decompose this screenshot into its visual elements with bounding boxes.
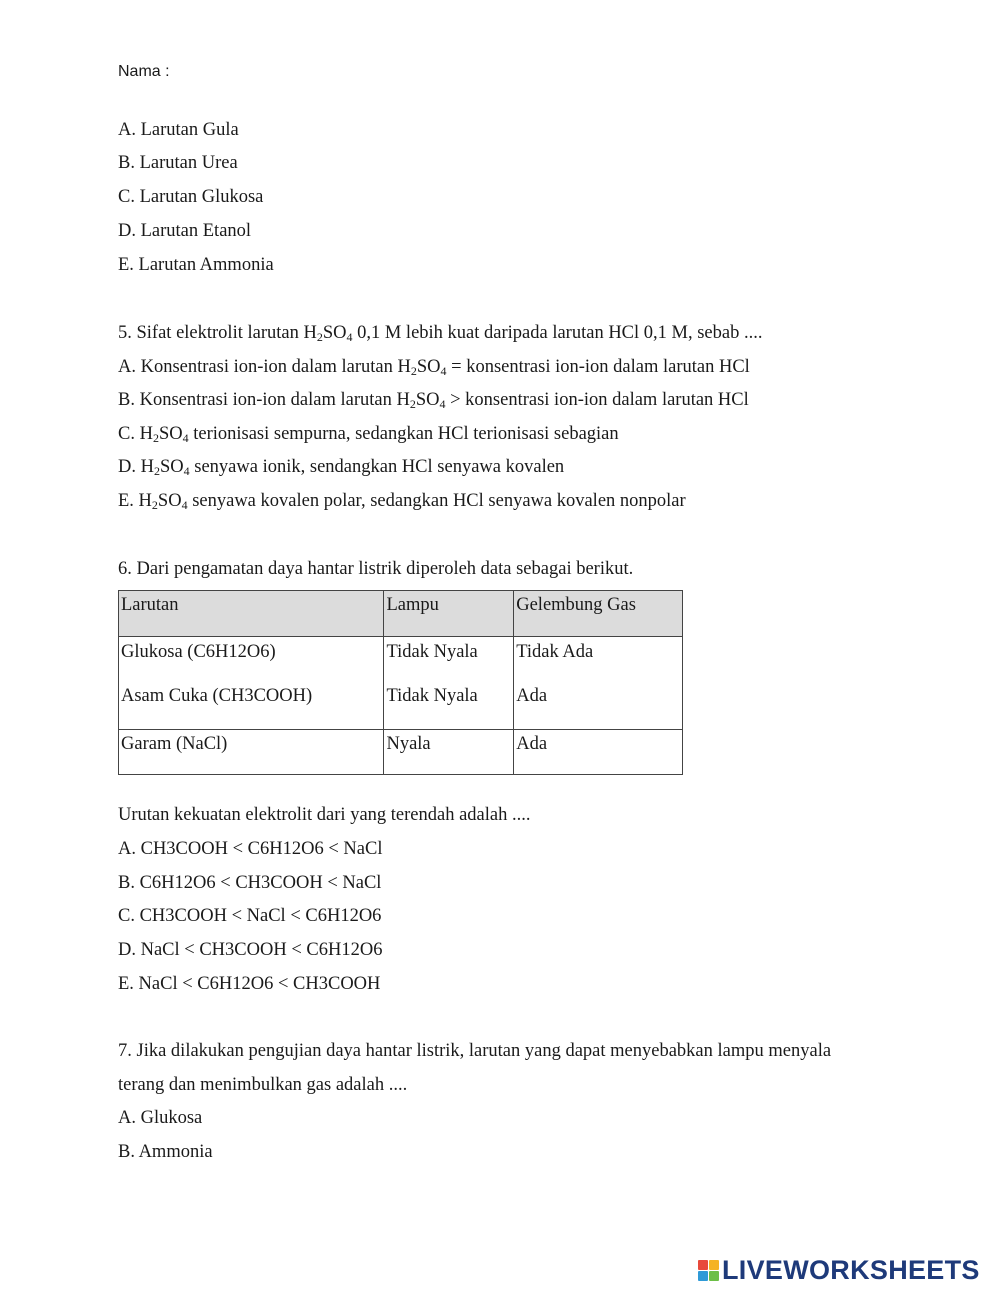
q4-option-c: C. Larutan Glukosa [118,187,264,207]
table-cell [514,637,683,730]
q4-option-b: B. Larutan Urea [118,153,238,173]
logo-square [709,1271,719,1281]
logo-square [709,1260,719,1270]
table-header-cell: Lampu [384,591,514,637]
q5-option-d: D. $H_2SO_4$ senyawa ionik, sendangkan HCl senyawa kovalen [118,457,565,478]
table-cell: Nyala [384,730,514,775]
q5-question: 5. Sifat elektrolit larutan $H_2SO_4$ 0,1 M lebih kuat daripada larutan HCl 0,1 M, sebab .... [118,323,763,344]
q5-option-a: A. Konsentrasi ion-ion dalam larutan $H_2SO_4$ = konsentrasi ion-ion dalam larutan HCl [118,357,750,378]
brand-name: LIVEWORKSHEETS [722,1254,980,1285]
table-cell-text: Glukosa (C6H12O6) [121,642,276,662]
q6-prompt: Urutan kekuatan elektrolit dari yang terendah adalah .... [118,805,531,825]
q7-question-line2: terang dan menimbulkan gas adalah .... [118,1075,408,1095]
name-label: Nama : [118,63,170,80]
q5-option-b: B. Konsentrasi ion-ion dalam larutan $H_2SO_4$ > konsentrasi ion-ion dalam larutan HCl [118,390,749,411]
table-header-cell: Gelembung Gas [514,591,683,637]
table-cell-text: Tidak Ada [516,642,594,662]
table-header-cell: Larutan [119,591,384,637]
table-row [119,730,683,775]
q7-option-b: B. Ammonia [118,1142,213,1162]
table-cell [384,637,514,730]
table-cell: Garam (NaCl) [119,730,384,775]
q5-option-e: E. $H_2SO_4$ senyawa kovalen polar, sedangkan HCl senyawa kovalen nonpolar [118,491,686,512]
q7-option-a: A. Glukosa [118,1108,203,1128]
q6-option-e: E. NaCl < C6H12O6 < CH3COOH [118,974,381,994]
table-header-row [119,591,683,637]
logo-square [698,1271,708,1281]
q5-option-c: C. $H_2SO_4$ terionisasi sempurna, sedangkan HCl terionisasi sebagian [118,424,619,445]
table-cell-text: Ada [516,686,548,706]
table-row [119,637,683,730]
logo-mark-icon [698,1260,719,1281]
table-cell [119,637,384,730]
q6-option-b: B. C6H12O6 < CH3COOH < NaCl [118,873,382,893]
q6-data-table [118,590,683,775]
table-cell: Ada [514,730,683,775]
table-cell-text: Asam Cuka (CH3COOH) [121,686,313,706]
q6-option-d: D. NaCl < CH3COOH < C6H12O6 [118,940,383,960]
logo-square [698,1260,708,1270]
liveworksheets-logo[interactable] [698,1255,980,1285]
q6-option-c: C. CH3COOH < NaCl < C6H12O6 [118,906,382,926]
q4-option-e: E. Larutan Ammonia [118,255,274,275]
q4-option-d: D. Larutan Etanol [118,221,252,241]
q4-option-a: A. Larutan Gula [118,120,239,140]
q7-question-line1: 7. Jika dilakukan pengujian daya hantar listrik, larutan yang dapat menyebabkan lampu menyala [118,1041,832,1061]
q6-question: 6. Dari pengamatan daya hantar listrik diperoleh data sebagai berikut. [118,559,634,579]
table-cell-text: Tidak Nyala [386,686,478,706]
q6-option-a: A. CH3COOH < C6H12O6 < NaCl [118,839,383,859]
table-cell-text: Tidak Nyala [386,642,478,662]
